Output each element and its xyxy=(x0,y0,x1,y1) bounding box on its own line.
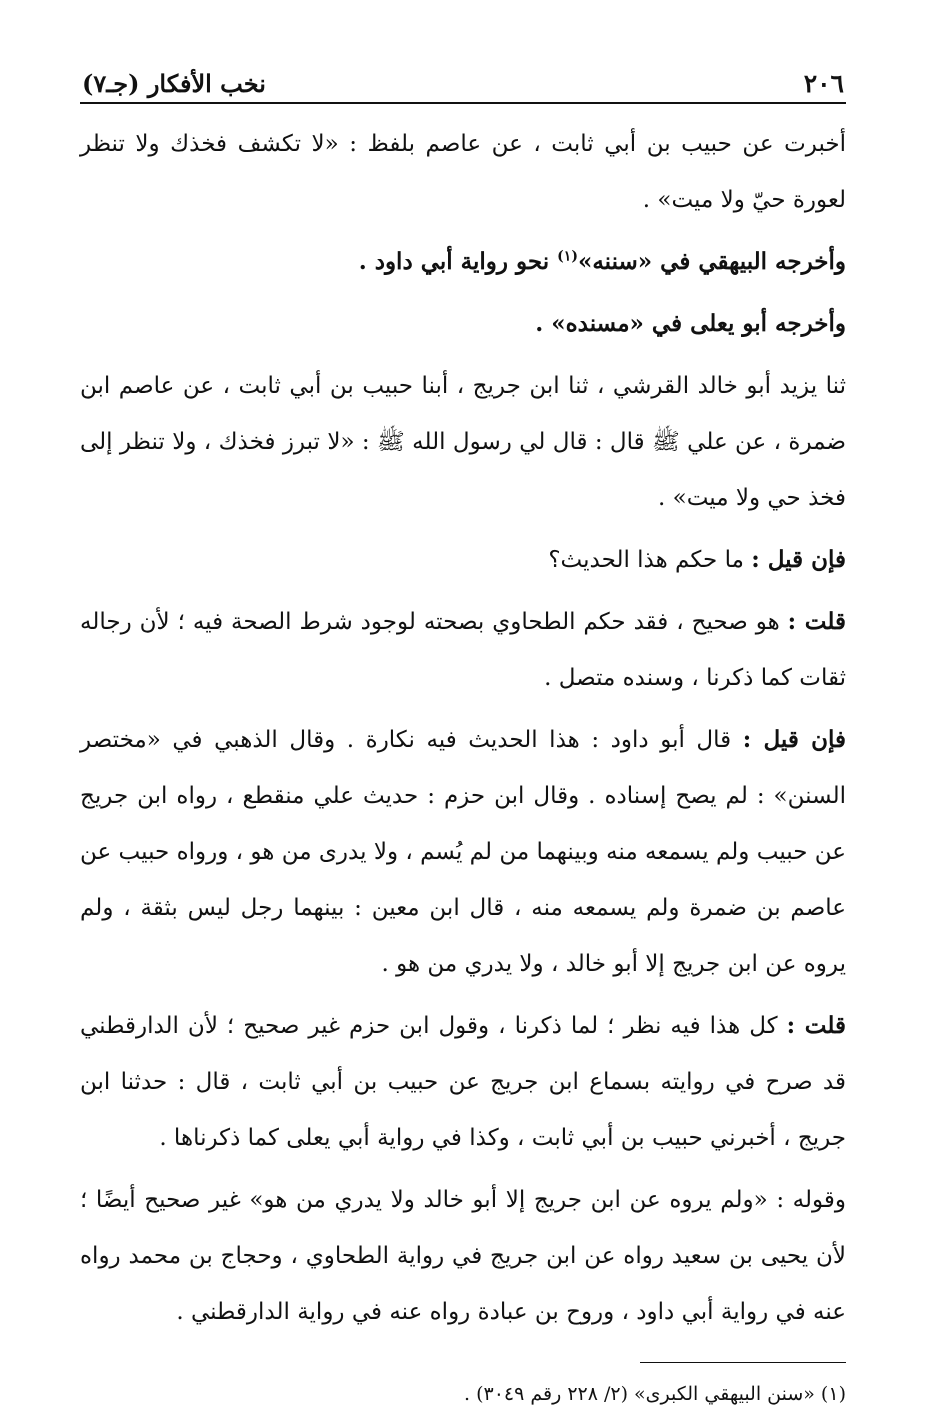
paragraph-lead: فإن قيل : xyxy=(742,726,846,753)
page-body xyxy=(80,116,846,1340)
paragraph: فإن قيل : قال أبو داود : هذا الحديث فيه نكارة . وقال الذهبي في «مختصر السنن» : لم يصح إسناده . وقال ابن حزم : حديث علي منقطع ، رواه ابن جريج عن حبيب ولم يسمعه منه وبينهما من لم يُسم ، ولا يدرى من هو ، ورواه حبيب عن عاصم بن ضمرة ولم يسمعه منه ، قال ابن معين : بينهما رجل ليس بثقة ، ولم يروه عن ابن جريج إلا أبو خالد ، ولا يدري من هو . xyxy=(80,726,846,977)
footnote: (١) «سنن البيهقي الكبرى» (٢/ ٢٢٨ رقم ٣٠٤٩) . xyxy=(464,1383,846,1405)
page-header xyxy=(80,58,846,104)
paragraph: وأخرجه أبو يعلى في «مسنده» . xyxy=(535,310,846,337)
paragraph: أخبرت عن حبيب بن أبي ثابت ، عن عاصم بلفظ : «لا تكشف فخذك ولا تنظر لعورة حيّ ولا ميت» . xyxy=(80,131,846,213)
page-number: ٢٠٦ xyxy=(803,69,844,98)
paragraph: فإن قيل : ما حكم هذا الحديث؟ xyxy=(548,546,846,573)
paragraph: ثنا يزيد أبو خالد القرشي ، ثنا ابن جريج ، أبنا حبيب بن أبي ثابت ، عن عاصم ابن ضمرة ، عن علي ﷺ قال : قال لي رسول الله ﷺ : «لا تبرز فخذك ، ولا تنظر إلى فخذ حي ولا ميت» . xyxy=(80,373,846,511)
paragraph: وقوله : «ولم يروه عن ابن جريج إلا أبو خالد ولا يدري من هو» غير صحيح أيضًا ؛ لأن يحيى بن سعيد رواه عن ابن جريج في رواية الطحاوي ، وحجاج بن محمد رواه عنه في رواية أبي داود ، وروح بن عبادة رواه عنه في رواية الدارقطني . xyxy=(80,1187,846,1325)
paragraph: وأخرجه البيهقي في «سننه»$^{(١)}$ نحو رواية أبي داود . xyxy=(358,248,846,275)
paragraph: قلت : كل هذا فيه نظر ؛ لما ذكرنا ، وقول ابن حزم غير صحيح ؛ لأن الدارقطني قد صرح في روايته بسماع ابن جريج عن حبيب بن أبي ثابت ، قال : حدثنا ابن جريج ، أخبرني حبيب بن أبي ثابت ، وكذا في رواية أبي يعلى كما ذكرناها . xyxy=(80,1012,846,1151)
footnote-divider xyxy=(640,1362,846,1363)
paragraph: قلت : هو صحيح ، فقد حكم الطحاوي بصحته لوجود شرط الصحة فيه ؛ لأن رجاله ثقات كما ذكرنا ، وسنده متصل . xyxy=(80,608,846,691)
paragraph-lead: قلت : xyxy=(787,608,846,635)
book-page xyxy=(80,58,846,1411)
paragraph-lead: قلت : xyxy=(786,1012,846,1039)
paragraph-lead: فإن قيل : xyxy=(751,546,846,573)
footnote-marker: (١) xyxy=(557,248,578,265)
running-title: نخب الأفكار (جـ٧) xyxy=(82,69,266,98)
